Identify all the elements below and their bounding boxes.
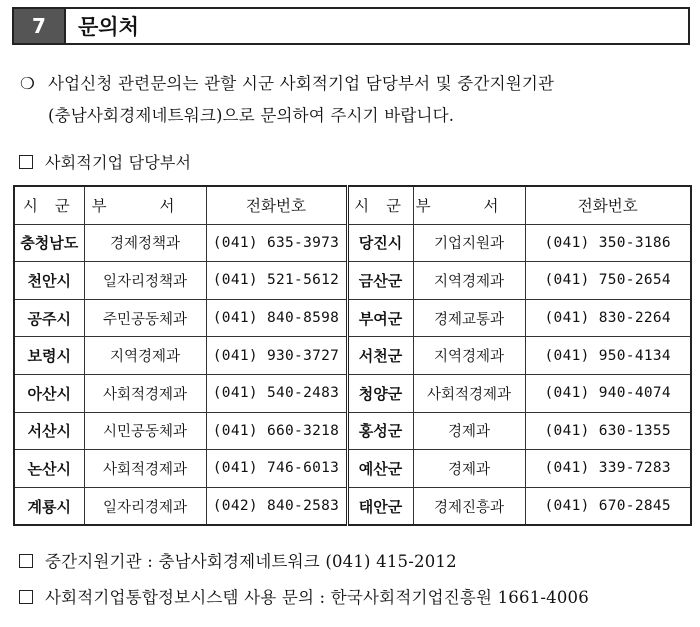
- cell-dept: 시민공동체과: [84, 412, 206, 450]
- subheading: [19, 150, 191, 173]
- cell-phone: (041) 930-3727: [206, 337, 347, 375]
- checkbox-square-icon: [19, 155, 33, 169]
- cell-dept: 경제과: [413, 450, 525, 488]
- cell-city: 홍성군: [347, 412, 413, 450]
- cell-dept: 경제과: [413, 412, 525, 450]
- cell-city: 당진시: [347, 224, 413, 262]
- checkbox-square-icon: [19, 590, 33, 604]
- intro-line-1: [20, 70, 554, 94]
- cell-phone: (041) 540-2483: [206, 374, 347, 412]
- footer-line-2: [19, 584, 589, 608]
- footer-line-1: [19, 548, 457, 572]
- cell-phone: (041) 830-2264: [525, 299, 691, 337]
- header-city: 시 군: [347, 186, 413, 224]
- cell-dept: 지역경제과: [413, 337, 525, 375]
- cell-phone: (041) 670-2845: [525, 487, 691, 525]
- cell-city: 계룡시: [14, 487, 84, 525]
- cell-city: 충청남도: [14, 224, 84, 262]
- cell-phone: (041) 350-3186: [525, 224, 691, 262]
- footer-text-1: 중간지원기관 : 충남사회경제네트워크 (041) 415-2012: [45, 552, 457, 571]
- cell-dept: 지역경제과: [84, 337, 206, 375]
- cell-phone: (041) 660-3218: [206, 412, 347, 450]
- footer-text-2: 사회적기업통합정보시스템 사용 문의 : 한국사회적기업진흥원 1661-4006: [45, 588, 589, 607]
- cell-dept: 지역경제과: [413, 262, 525, 300]
- cell-dept: 사회적경제과: [84, 374, 206, 412]
- table-row: [14, 337, 691, 375]
- cell-city: 천안시: [14, 262, 84, 300]
- cell-city: 아산시: [14, 374, 84, 412]
- cell-dept: 경제진흥과: [413, 487, 525, 525]
- header-dept: 부 서: [84, 186, 206, 224]
- table-header-row: [14, 186, 691, 224]
- cell-city: 서천군: [347, 337, 413, 375]
- cell-phone: (042) 840-2583: [206, 487, 347, 525]
- cell-phone: (041) 630-1355: [525, 412, 691, 450]
- cell-city: 서산시: [14, 412, 84, 450]
- table-row: [14, 299, 691, 337]
- table-row: [14, 374, 691, 412]
- cell-dept: 주민공동체과: [84, 299, 206, 337]
- header-city: 시 군: [14, 186, 84, 224]
- cell-dept: 경제정책과: [84, 224, 206, 262]
- intro-text-2: (충남사회경제네트워크)으로 문의하여 주시기 바랍니다.: [48, 106, 455, 125]
- cell-phone: (041) 750-2654: [525, 262, 691, 300]
- table-row: [14, 262, 691, 300]
- header-phone: 전화번호: [525, 186, 691, 224]
- cell-phone: (041) 339-7283: [525, 450, 691, 488]
- cell-dept: 경제교통과: [413, 299, 525, 337]
- section-header: [12, 7, 690, 45]
- cell-phone: (041) 940-4074: [525, 374, 691, 412]
- cell-city: 보령시: [14, 337, 84, 375]
- cell-city: 논산시: [14, 450, 84, 488]
- cell-city: 예산군: [347, 450, 413, 488]
- cell-city: 공주시: [14, 299, 84, 337]
- cell-phone: (041) 840-8598: [206, 299, 347, 337]
- section-title: 문의처: [78, 15, 139, 39]
- cell-city: 청양군: [347, 374, 413, 412]
- table-row: [14, 412, 691, 450]
- cell-city: 부여군: [347, 299, 413, 337]
- cell-dept: 일자리정책과: [84, 262, 206, 300]
- table-row: [14, 450, 691, 488]
- table-row: [14, 487, 691, 525]
- cell-phone: (041) 635-3973: [206, 224, 347, 262]
- cell-dept: 기업지원과: [413, 224, 525, 262]
- cell-dept: 사회적경제과: [413, 374, 525, 412]
- cell-city: 태안군: [347, 487, 413, 525]
- intro-text-1: 사업신청 관련문의는 관할 시군 사회적기업 담당부서 및 중간지원기관: [48, 74, 555, 93]
- table-row: [14, 224, 691, 262]
- header-phone: 전화번호: [206, 186, 347, 224]
- header-dept: 부 서: [413, 186, 525, 224]
- cell-phone: (041) 950-4134: [525, 337, 691, 375]
- section-number: 7: [14, 9, 66, 43]
- cell-dept: 사회적경제과: [84, 450, 206, 488]
- cell-dept: 일자리경제과: [84, 487, 206, 525]
- checkbox-square-icon: [19, 554, 33, 568]
- intro-line-2: [48, 102, 454, 126]
- bullet-icon: ❍: [20, 74, 35, 93]
- subheading-text: 사회적기업 담당부서: [45, 153, 192, 172]
- cell-phone: (041) 521-5612: [206, 262, 347, 300]
- contact-table: [13, 185, 692, 526]
- cell-city: 금산군: [347, 262, 413, 300]
- cell-phone: (041) 746-6013: [206, 450, 347, 488]
